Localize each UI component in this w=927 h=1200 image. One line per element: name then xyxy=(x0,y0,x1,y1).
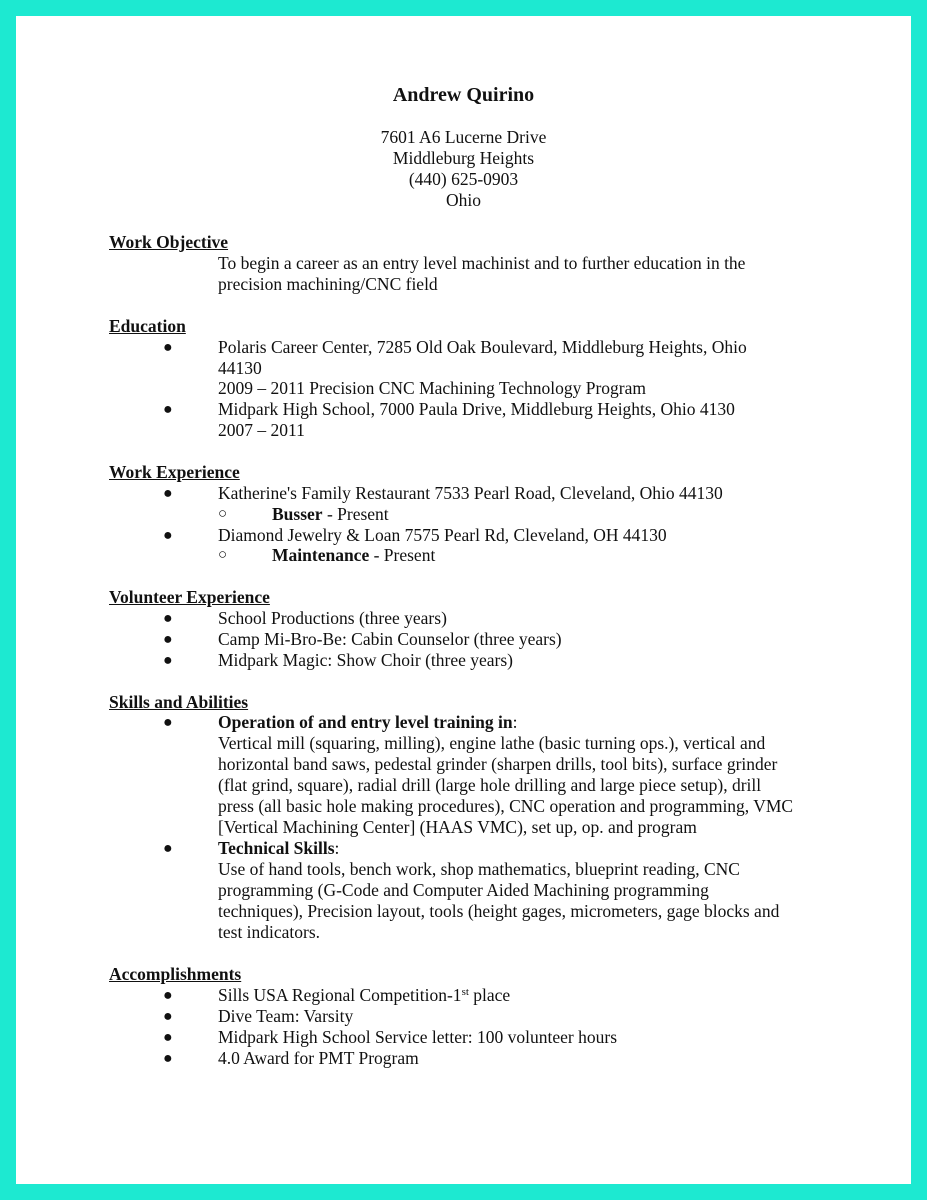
volunteer-item: School Productions (three years) xyxy=(218,608,447,628)
job-period: - Present xyxy=(369,545,436,565)
bullet-icon: ● xyxy=(163,840,173,857)
bullet-icon: ● xyxy=(163,631,173,648)
accomplishment-item: Dive Team: Varsity xyxy=(218,1006,354,1026)
bullet-icon: ● xyxy=(163,1050,173,1067)
street-address: 7601 A6 Lucerne Drive xyxy=(380,127,547,147)
skill-title xyxy=(218,838,339,859)
ordinal-suffix: st xyxy=(461,986,469,998)
job-role: Busser xyxy=(272,504,323,524)
skill-line: programming (G-Code and Computer Aided Machining programming xyxy=(218,880,709,900)
skills-heading: Skills and Abilities xyxy=(109,692,249,712)
employer-line: Katherine's Family Restaurant 7533 Pearl Road, Cleveland, Ohio 44130 xyxy=(218,483,723,503)
skill-title xyxy=(218,712,517,733)
bullet-icon: ● xyxy=(163,714,173,731)
bullet-icon: ● xyxy=(163,1008,173,1025)
accomplishment-item: Midpark High School Service letter: 100 volunteer hours xyxy=(218,1027,618,1047)
education-entry-line: Polaris Career Center, 7285 Old Oak Boulevard, Middleburg Heights, Ohio xyxy=(218,337,747,357)
work-experience-heading: Work Experience xyxy=(109,462,240,482)
contact-block xyxy=(0,127,927,211)
work-objective-heading: Work Objective xyxy=(109,232,229,252)
skill-line: Vertical mill (squaring, milling), engine lathe (basic turning ops.), vertical and xyxy=(218,733,766,753)
accomplishment-text: Sills USA Regional Competition-1 xyxy=(218,985,462,1005)
bullet-icon: ● xyxy=(163,610,173,627)
city: Middleburg Heights xyxy=(392,148,535,168)
job-period: - Present xyxy=(322,504,389,524)
volunteer-item: Camp Mi-Bro-Be: Cabin Counselor (three years) xyxy=(218,629,562,649)
bullet-icon: ● xyxy=(163,652,173,669)
skill-line: [Vertical Machining Center] (HAAS VMC), set up, op. and program xyxy=(218,817,697,837)
state: Ohio xyxy=(446,190,481,210)
objective-line: precision machining/CNC field xyxy=(218,274,438,294)
skill-line: Use of hand tools, bench work, shop mathematics, blueprint reading, CNC xyxy=(218,859,740,879)
objective-line: To begin a career as an entry level machinist and to further education in the xyxy=(218,253,746,273)
job-role-line xyxy=(272,504,389,525)
candidate-name: Andrew Quirino xyxy=(392,84,535,106)
job-role-line xyxy=(272,545,435,566)
skill-line: techniques), Precision layout, tools (height gages, micrometers, gage blocks and xyxy=(218,901,780,921)
skill-title-text: Operation of and entry level training in xyxy=(218,712,513,732)
job-role: Maintenance xyxy=(272,545,370,565)
accomplishment-item: 4.0 Award for PMT Program xyxy=(218,1048,419,1068)
accomplishment-item xyxy=(218,985,510,1006)
education-entry-line: 44130 xyxy=(218,358,262,378)
education-heading: Education xyxy=(109,316,186,336)
phone-number: (440) 625-0903 xyxy=(408,169,519,189)
bullet-icon: ● xyxy=(163,1029,173,1046)
volunteer-item: Midpark Magic: Show Choir (three years) xyxy=(218,650,513,670)
bullet-icon: ● xyxy=(163,527,173,544)
skill-line: test indicators. xyxy=(218,922,321,942)
employer-line: Diamond Jewelry & Loan 7575 Pearl Rd, Cleveland, OH 44130 xyxy=(218,525,667,545)
accomplishment-tail: place xyxy=(468,985,511,1005)
accomplishments-heading: Accomplishments xyxy=(109,964,242,984)
education-entry-line: 2007 – 2011 xyxy=(218,420,305,440)
skill-title-colon: : xyxy=(334,838,340,858)
bullet-icon: ● xyxy=(163,401,173,418)
skill-title-text: Technical Skills xyxy=(218,838,335,858)
education-entry-line: 2009 – 2011 Precision CNC Machining Technology Program xyxy=(218,378,646,398)
bullet-icon: ● xyxy=(163,339,173,356)
skill-line: (flat grind, square), radial drill (large hole drilling and large piece setup), drill xyxy=(218,775,762,795)
bullet-icon: ● xyxy=(163,485,173,502)
sub-bullet-icon: ○ xyxy=(218,506,228,522)
sub-bullet-icon: ○ xyxy=(218,547,228,563)
skill-line: horizontal band saws, pedestal grinder (sharpen drills, tool bits), surface grinder xyxy=(218,754,778,774)
volunteer-heading: Volunteer Experience xyxy=(109,587,270,607)
skill-line: press (all basic hole making procedures), CNC operation and programming, VMC xyxy=(218,796,794,816)
bullet-icon: ● xyxy=(163,987,173,1004)
skill-title-colon: : xyxy=(512,712,518,732)
education-entry-line: Midpark High School, 7000 Paula Drive, Middleburg Heights, Ohio 4130 xyxy=(218,399,735,419)
